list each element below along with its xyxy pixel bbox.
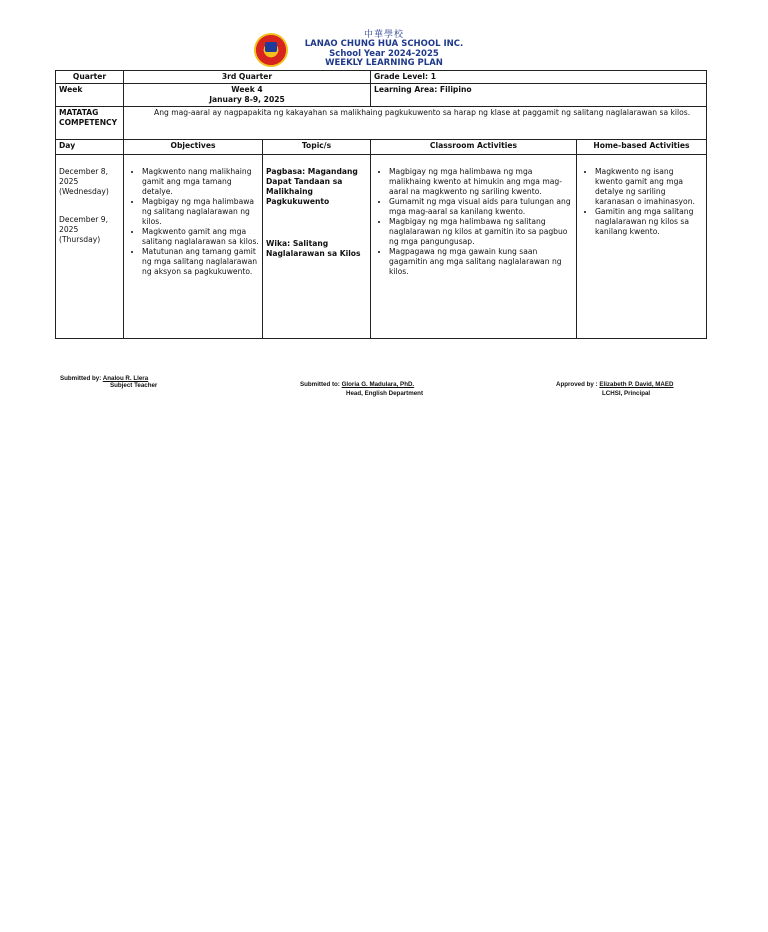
- home-item: • Gamitin ang mga salitang naglalarawan ng kilos sa kanilang kwento.: [595, 207, 703, 237]
- week-value: [124, 84, 371, 107]
- competency-text: Ang mag-aaral ay nagpapakita ng kakayahan sa malikhaing pagkukuwento sa harap ng klase at paggamit ng salitang naglalarawan sa kilos.: [124, 107, 707, 140]
- home-header: Home-based Activities: [577, 140, 707, 155]
- school-name: LANAO CHUNG HUA SCHOOL INC.: [304, 39, 464, 49]
- objective-item: • Magbigay ng mga halimbawa ng salitang naglalarawan ng kilos.: [142, 197, 259, 227]
- objectives-cell: [124, 155, 263, 339]
- topic-language: Wika: Salitang Naglalarawan sa Kilos: [266, 239, 361, 258]
- submitted-to-name: Gloria G. Madulara, PhD.: [341, 381, 415, 388]
- topic-spacer: [266, 207, 367, 239]
- submitted-by-label: Submitted by:: [60, 375, 102, 382]
- submitted-by-block: [60, 375, 157, 389]
- week-label: Week: [56, 84, 124, 107]
- learning-area: Learning Area: Filipino: [371, 84, 707, 107]
- classroom-item: • Magbigay ng mga halimbawa ng salitang naglalarawan ng kilos at gamitin ito sa pagbuo ng mga pangungusap.: [389, 217, 573, 247]
- submitted-to-label: Submitted to:: [300, 381, 340, 388]
- approved-by-name: Elizabeth P. David, MAED: [599, 381, 674, 388]
- objective-item: • Matutunan ang tamang gamit ng mga salitang naglalarawan ng aksyon sa pagkukuwento.: [142, 247, 259, 277]
- plan-title: WEEKLY LEARNING PLAN: [325, 58, 443, 68]
- quarter-row: [56, 71, 707, 84]
- objectives-header: Objectives: [124, 140, 263, 155]
- topic-reading: Pagbasa: Magandang Dapat Tandaan sa Malikhaing Pagkukuwento: [266, 167, 358, 206]
- home-cell: [577, 155, 707, 339]
- classroom-item: • Magpagawa ng mga gawain kung saan gagamitin ang mga salitang naglalarawan ng kilos.: [389, 247, 573, 277]
- submitted-to-block: [300, 381, 423, 397]
- content-row: [56, 155, 707, 339]
- objective-item: • Magkwento gamit ang mga salitang naglalarawan sa kilos.: [142, 227, 259, 247]
- submitted-to-role: Head, English Department: [346, 390, 424, 397]
- topics-cell: [263, 155, 371, 339]
- day-2: December 9, 2025 (Thursday): [59, 215, 109, 244]
- objective-item: • Magkwento nang malikhaing gamit ang mga tamang detalye.: [142, 167, 259, 197]
- topics-header: Topic/s: [263, 140, 371, 155]
- competency-row: [56, 107, 707, 140]
- classroom-item: • Magbigay ng mga halimbawa ng mga malikhaing kwento at himukin ang mga mag-aaral na magkwento ng sariling kwento.: [389, 167, 573, 197]
- objectives-list: [127, 167, 259, 277]
- week-dates: January 8-9, 2025: [209, 95, 285, 104]
- classroom-list: [374, 167, 573, 277]
- day-header: Day: [56, 140, 124, 155]
- competency-label: MATATAG COMPETENCY: [56, 107, 124, 140]
- home-list: [580, 167, 703, 237]
- submitted-by-name: Analou R. Llera: [102, 375, 149, 382]
- column-header-row: [56, 140, 707, 155]
- classroom-header: Classroom Activities: [371, 140, 577, 155]
- approved-by-label: Approved by :: [556, 381, 598, 388]
- document-header: [0, 30, 768, 69]
- classroom-cell: [371, 155, 577, 339]
- week-number: Week 4: [231, 85, 263, 94]
- learning-plan-table: [55, 70, 707, 339]
- approved-by-block: [556, 381, 674, 397]
- school-year: School Year 2024-2025: [329, 48, 439, 59]
- school-chinese-name: 中華學校: [363, 30, 404, 40]
- approved-by-role: LCHSI, Principal: [602, 390, 651, 397]
- classroom-item: • Gumamit ng mga visual aids para tulungan ang mga mag-aaral sa kanilang kwento.: [389, 197, 573, 217]
- day-cell: [56, 155, 124, 339]
- quarter-value: 3rd Quarter: [124, 71, 371, 84]
- home-item: • Magkwento ng isang kwento gamit ang mga detalye ng sariling karanasan o imahinasyon.: [595, 167, 703, 207]
- day-1: December 8, 2025 (Wednesday): [59, 167, 109, 196]
- week-row: [56, 84, 707, 107]
- quarter-label: Quarter: [56, 71, 124, 84]
- grade-level: Grade Level: 1: [371, 71, 707, 84]
- submitted-by-role: Subject Teacher: [110, 382, 158, 389]
- day-spacer: [59, 197, 120, 215]
